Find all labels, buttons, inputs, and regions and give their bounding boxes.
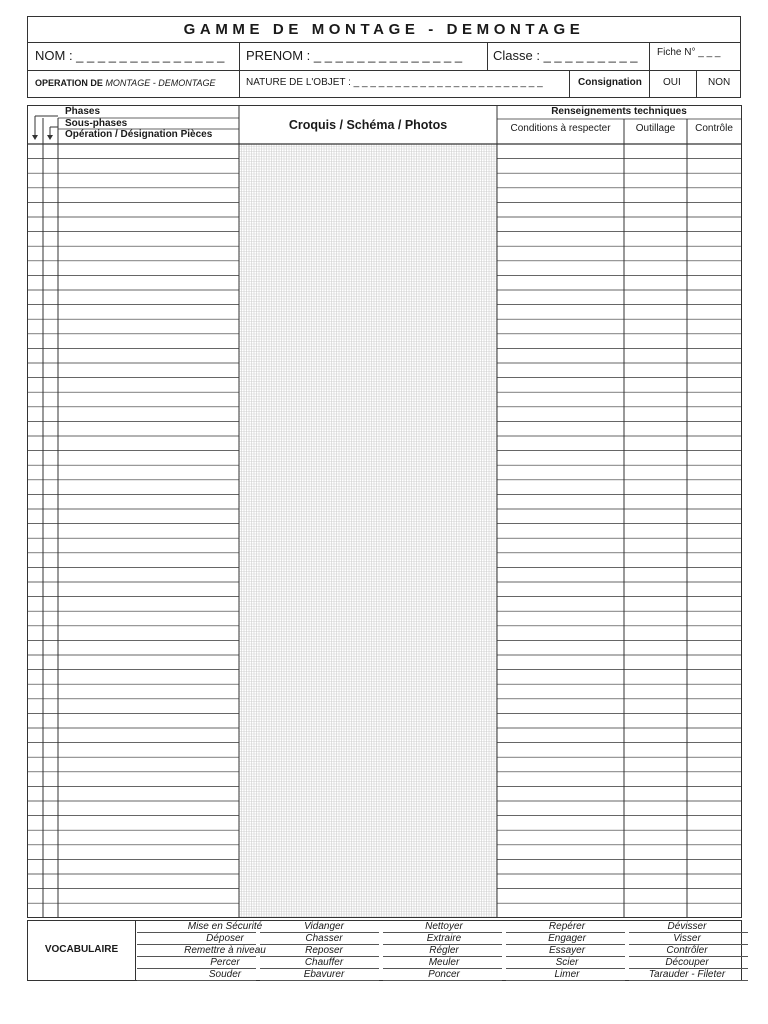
renseignements-label: Renseignements techniques: [551, 106, 687, 117]
operation-row: [27, 70, 741, 98]
vocabulary-word: Mise en Sécurité: [187, 921, 263, 932]
vocabulary-line: [383, 980, 502, 981]
phases-label: Phases: [65, 106, 101, 117]
vocabulary-word: Chauffer: [304, 957, 344, 968]
vocabulary-word: Meuler: [428, 957, 460, 968]
divider: [649, 42, 650, 70]
vocabulary-word: Engager: [548, 933, 586, 944]
divider: [239, 42, 240, 70]
vocabulary-word: Visser: [673, 933, 701, 944]
vocabulary-word: Régler: [429, 945, 459, 956]
fiche-field[interactable]: Fiche N° _ _ _: [657, 47, 721, 58]
vocabulary-word: Extraire: [426, 933, 462, 944]
vocabulary-word: Vidanger: [304, 921, 344, 932]
sous-phases-label: Sous-phases: [65, 118, 128, 129]
arrow-head-icon: [47, 135, 53, 140]
vocabulary-word: Tarauder - Fileter: [648, 969, 726, 980]
outillage-label: Outillage: [635, 123, 676, 134]
conditions-label: Conditions à respecter: [510, 123, 611, 134]
oui-option[interactable]: OUI: [663, 77, 681, 88]
divider: [696, 70, 697, 97]
vocabulary-line: [506, 980, 625, 981]
form-title: GAMME DE MONTAGE - DEMONTAGE: [183, 21, 585, 38]
vocabulary-word: Percer: [210, 957, 240, 968]
vocabulary-word: Poncer: [428, 969, 460, 980]
title-box: [27, 16, 741, 43]
operation-type: [35, 78, 216, 88]
vocabulary-word: Limer: [554, 969, 580, 980]
vocabulary-word: Essayer: [548, 945, 586, 956]
vocabulaire-box: [27, 920, 742, 981]
operations-grid: [27, 105, 742, 918]
divider: [487, 42, 488, 70]
vocabulary-word: Souder: [208, 969, 242, 980]
consignation-label: Consignation: [578, 77, 642, 88]
vocabulary-word: Dévisser: [667, 921, 707, 932]
operation-kind: MONTAGE - DEMONTAGE: [105, 78, 216, 88]
classe-field[interactable]: Classe : _ _ _ _ _ _ _ _ _: [493, 48, 638, 63]
vocabulary-line: [260, 980, 379, 981]
vocabulaire-label: VOCABULAIRE: [44, 944, 119, 955]
prenom-field[interactable]: PRENOM : _ _ _ _ _ _ _ _ _ _ _ _ _ _: [246, 48, 463, 63]
vocabulary-word: Ebavurer: [303, 969, 345, 980]
operation-designation-label: Opération / Désignation Pièces: [65, 129, 213, 140]
vocabulary-word: Découper: [665, 957, 709, 968]
divider: [239, 70, 240, 97]
grid-lines: [28, 106, 741, 917]
controle-label: Contrôle: [695, 123, 733, 134]
vocabulary-word: Chasser: [305, 933, 343, 944]
identity-row: [27, 42, 741, 71]
vocabulary-word: Remettre à niveau: [184, 945, 266, 956]
arrow-head-icon: [32, 135, 38, 140]
vocabulary-word: Repérer: [548, 921, 586, 932]
divider: [649, 70, 650, 97]
vocabulary-word: Reposer: [305, 945, 343, 956]
vocabulary-word: Déposer: [206, 933, 244, 944]
nom-field[interactable]: NOM : _ _ _ _ _ _ _ _ _ _ _ _ _ _: [35, 48, 225, 63]
operation-label: OPERATION DE: [35, 78, 103, 88]
vocabulary-word: Scier: [555, 957, 579, 968]
vocabulary-line: [137, 980, 256, 981]
croquis-label: Croquis / Schéma / Photos: [288, 118, 448, 132]
divider: [569, 70, 570, 97]
non-option[interactable]: NON: [708, 77, 731, 88]
nature-field[interactable]: NATURE DE L'OBJET : _ _ _ _ _ _ _ _ _ _ _ _ _ _ _ _ _ _ _ _ _ _ _: [246, 77, 543, 88]
divider: [135, 921, 136, 980]
vocabulary-line: [629, 980, 748, 981]
vocabulary-word: Nettoyer: [425, 921, 463, 932]
vocabulary-word: Contrôler: [666, 945, 708, 956]
